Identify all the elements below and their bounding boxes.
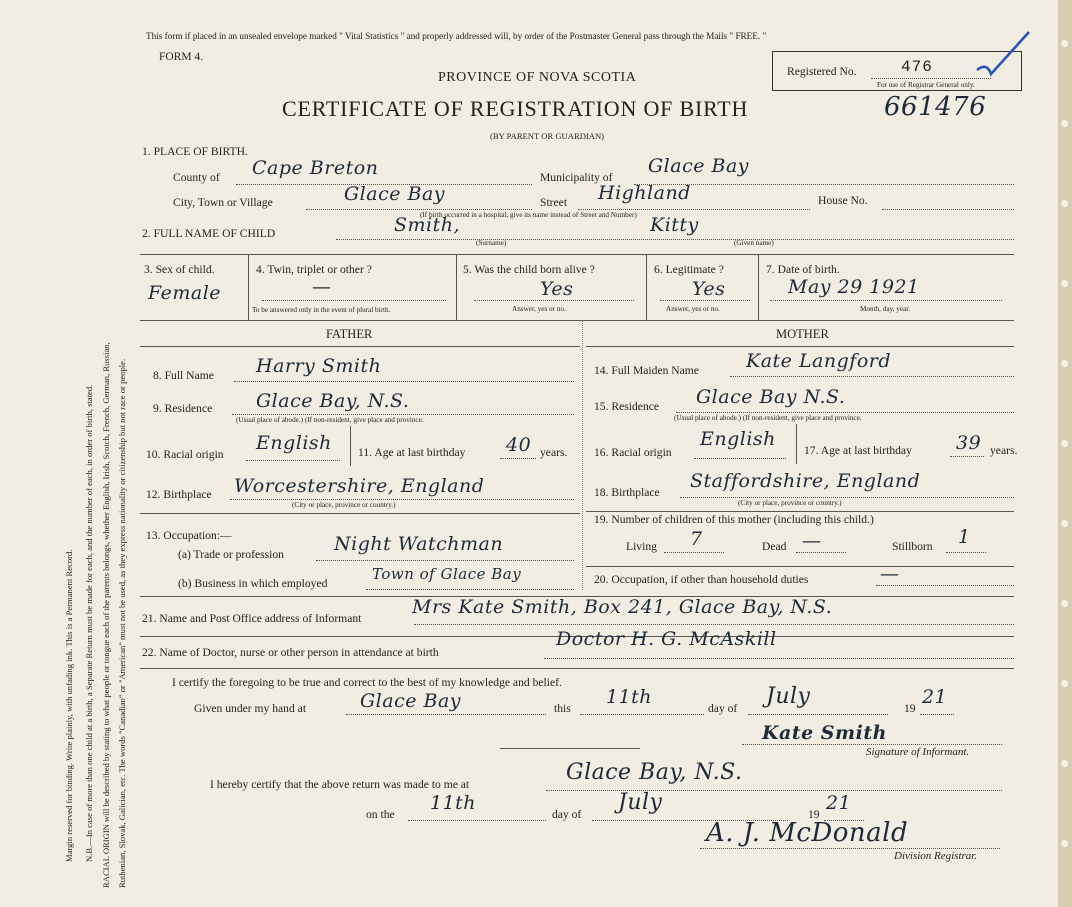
margin-note-separate-return: N.B.—In case of more than one child at a birth, a Separate Return must be made for each, and the number of each, in order of birth, stated. [84,384,94,862]
margin-note-binding: Margin reserved for binding. Write plainly, with unfading ink. This is a Permanent Record. [64,549,74,862]
surname-note: (Surname) [476,239,507,247]
attendant-label: 22. Name of Doctor, nurse or other person in attendance at birth [142,646,439,659]
perforated-edge [1058,0,1072,907]
city-value: Glace Bay [344,183,446,205]
attendant-value: Doctor H. G. McAskill [556,628,777,650]
this-label: this [554,702,571,715]
father-name-label: 8. Full Name [153,369,214,382]
certify-day-of-label: day of [708,702,738,715]
hospital-note: (If birth occurred in a hospital, give its name instead of Street and Number) [420,211,637,219]
mother-birthplace-label: 18. Birthplace [594,486,660,499]
registrar-signature-label: Division Registrar. [894,850,978,862]
children-count-label: 19. Number of children of this mother (including this child.) [594,513,874,526]
twin-value: — [312,276,332,298]
legitimate-note: Answer, yes or no. [666,305,720,313]
given-under-label: Given under my hand at [194,702,307,715]
mother-name-label: 14. Full Maiden Name [594,364,699,377]
stillborn-label: Stillborn [892,540,933,553]
county-value: Cape Breton [252,157,379,179]
mother-residence-value: Glace Bay N.S. [696,386,846,408]
mother-heading: MOTHER [776,327,829,341]
full-name-label: 2. FULL NAME OF CHILD [142,227,276,240]
mother-age-value: 39 [956,432,982,454]
certify-day: 11th [606,686,653,708]
father-age-label: 11. Age at last birthday [358,446,466,459]
registered-number: 476 [901,58,933,76]
informant-signature: Kate Smith [762,722,887,744]
twin-label: 4. Twin, triplet or other ? [256,263,372,276]
certify-month: July [766,684,811,709]
street-label: Street [540,196,568,209]
father-business-value: Town of Glace Bay [372,565,522,583]
mother-occupation-label: 20. Occupation, if other than household duties [594,573,809,586]
date-of-birth-value: May 29 1921 [788,276,920,298]
mother-age-label: 17. Age at last birthday [804,444,912,457]
legitimate-label: 6. Legitimate ? [654,263,724,276]
born-alive-label: 5. Was the child born alive ? [463,263,595,276]
legitimate-value: Yes [692,278,726,300]
page-subtitle: (BY PARENT OR GUARDIAN) [490,131,605,141]
father-birthplace-value: Worcestershire, England [234,475,485,497]
place-of-birth-label: 1. PLACE OF BIRTH. [142,145,248,158]
postal-notice: This form if placed in an unsealed envelope marked " Vital Statistics " and properly addressed will, by order of the Postmaster General pass through the Mails " FREE. " [146,31,767,41]
registered-note: For use of Registrar General only. [877,81,975,89]
house-number-label: House No. [818,194,868,207]
father-racial-value: English [256,432,332,454]
check-mark-icon [973,28,1033,78]
registrar-day-of-label: day of [552,808,582,821]
father-residence-note: (Usual place of abode.) (If non-resident, give place and province. [236,416,424,424]
registered-box [772,51,1022,91]
child-given-name: Kitty [650,214,699,236]
father-residence-label: 9. Residence [153,402,213,415]
date-of-birth-note: Month, day, year. [860,305,911,313]
registrar-day: 11th [430,792,477,814]
informant-signature-label: Signature of Informant. [866,746,970,758]
province-heading: PROVINCE OF NOVA SCOTIA [438,70,637,85]
father-years-label: years. [540,446,568,459]
father-birthplace-label: 12. Birthplace [146,488,212,501]
certify-year-prefix: 19 [904,702,916,715]
father-age-value: 40 [506,434,532,456]
informant-label: 21. Name and Post Office address of Informant [142,612,362,625]
certify-statement: I certify the foregoing to be true and correct to the best of my knowledge and belief. [172,676,562,689]
mother-name-value: Kate Langford [746,350,892,372]
stillborn-value: 1 [958,526,971,548]
dead-value: — [802,530,822,552]
county-label: County of [173,171,220,184]
form-number: FORM 4. [159,51,204,63]
certify-year: 21 [922,686,948,708]
mother-residence-note: (Usual place of abode.) (If non-resident, give place and province. [674,414,862,422]
born-alive-note: Answer, yes or no. [512,305,566,313]
father-trade-label: (a) Trade or profession [178,548,284,561]
father-racial-label: 10. Racial origin [146,448,224,461]
mother-racial-label: 16. Racial origin [594,446,672,459]
born-alive-value: Yes [540,278,574,300]
registrar-year-prefix: 19 [808,808,820,821]
informant-value: Mrs Kate Smith, Box 241, Glace Bay, N.S. [412,596,833,618]
father-trade-value: Night Watchman [334,533,504,555]
registrar-statement: I hereby certify that the above return was made to me at [210,778,470,791]
mother-birthplace-value: Staffordshire, England [690,470,921,492]
registrar-year: 21 [826,792,852,814]
registered-label: Registered No. [787,65,857,78]
city-label: City, Town or Village [173,196,273,209]
father-business-label: (b) Business in which employed [178,577,328,590]
father-occupation-label: 13. Occupation:— [146,529,232,542]
registrar-on-the-label: on the [366,808,395,821]
registrar-place: Glace Bay, N.S. [566,760,743,785]
father-name-value: Harry Smith [256,355,382,377]
mother-occupation-value: — [880,563,900,585]
twin-note: To be answered only in the event of plural birth. [252,306,391,314]
registrar-month: July [618,790,663,815]
mother-years-label: years. [990,444,1018,457]
page-title: CERTIFICATE OF REGISTRATION OF BIRTH [282,96,749,121]
mother-residence-label: 15. Residence [594,400,660,413]
living-label: Living [626,540,657,553]
father-birthplace-note: (City or place, province or country.) [292,501,396,509]
date-of-birth-label: 7. Date of birth. [766,263,840,276]
father-residence-value: Glace Bay, N.S. [256,390,410,412]
father-heading: FATHER [326,327,373,341]
living-value: 7 [690,528,703,550]
street-value: Highland [598,182,691,204]
handwritten-registration-number: 661476 [884,92,987,122]
certify-place: Glace Bay [360,690,462,712]
municipality-label: Municipality of [540,171,613,184]
margin-note-words: Ruthenian, Slovak, Galician, etc. The words "Canadian" or "American" must not be used, as they express nationality or citizenship but not race or people. [117,358,127,888]
sex-label: 3. Sex of child. [144,263,215,276]
municipality-value: Glace Bay [648,155,750,177]
dead-label: Dead [762,540,787,553]
mother-racial-value: English [700,428,776,450]
sex-value: Female [148,282,222,304]
given-name-note: (Given name) [734,239,774,247]
child-surname: Smith, [394,214,461,236]
margin-note-racial-origin: RACIAL ORIGIN will be described by stating to what people or tongue each of the parents belongs, whether English, Irish, Scotch, French, German, Russian, [101,342,111,888]
mother-birthplace-note: (City or place, province or country.) [738,499,842,507]
registrar-signature: A. J. McDonald [706,818,909,848]
